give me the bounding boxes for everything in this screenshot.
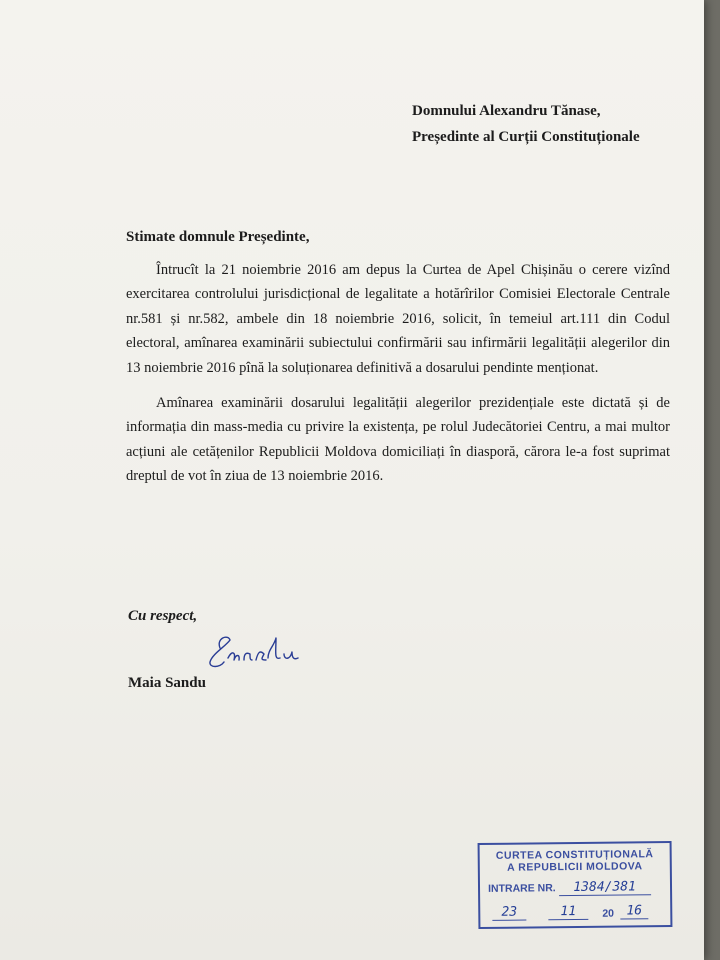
stamp-date-row [488, 903, 664, 920]
stamp-institution: CURTEA CONSTITUȚIONALĂ [495, 848, 654, 862]
addressee-name: Domnului Alexandru Tănase, [412, 103, 601, 119]
paragraph: Amînarea examinării dosarului legalității alegerilor prezidențiale este dictată și de informația din mass-media cu privire la existența, pe rolul Judecătoriei Centru, a mai multor acțiuni ale cetățenilor Republicii Moldova domiciliați în diasporă, cărora le-a fost suprimat dreptul de vot în ziua de 13 noiembrie 2016. [126, 395, 670, 485]
signer-name: Maia Sandu [128, 675, 206, 691]
salutation: Stimate domnule Președinte, [126, 229, 310, 245]
addressee-title: Președinte al Curții Constituționale [412, 129, 640, 145]
stamp-intrare-row [488, 879, 651, 897]
stamp-date-day: 23 [492, 905, 526, 921]
letter-body [126, 258, 670, 500]
handwritten-signature [206, 628, 318, 672]
stamp-year-suffix: 16 [620, 903, 648, 919]
stamp-intrare-label: INTRARE NR. [487, 882, 556, 895]
registration-stamp [478, 841, 673, 929]
paragraph: Întrucît la 21 noiembrie 2016 am depus la Curtea de Apel Chișinău o cerere vizînd exercitarea controlului jurisdicțional de legalitate a hotărîrilor Comisiei Electorale Centrale nr.581 și nr.582, ambele din 18 noiembrie 2016, solicit, în temeiul art.111 din Codul electoral, amînarea examinării subiectului confirmării sau infirmării legalității alegerilor din 13 noiembrie 2016 pînă la soluționarea definitivă a dosarului pendinte menționat. [126, 262, 670, 376]
stamp-intrare-number: 1384/381 [559, 879, 651, 896]
stamp-country: A REPUBLICII MOLDOVA [507, 860, 643, 874]
addressee-block [412, 98, 640, 150]
closing: Cu respect, [128, 608, 198, 624]
stamp-date-month: 11 [548, 904, 588, 920]
stamp-year-prefix: 20 [602, 907, 615, 920]
